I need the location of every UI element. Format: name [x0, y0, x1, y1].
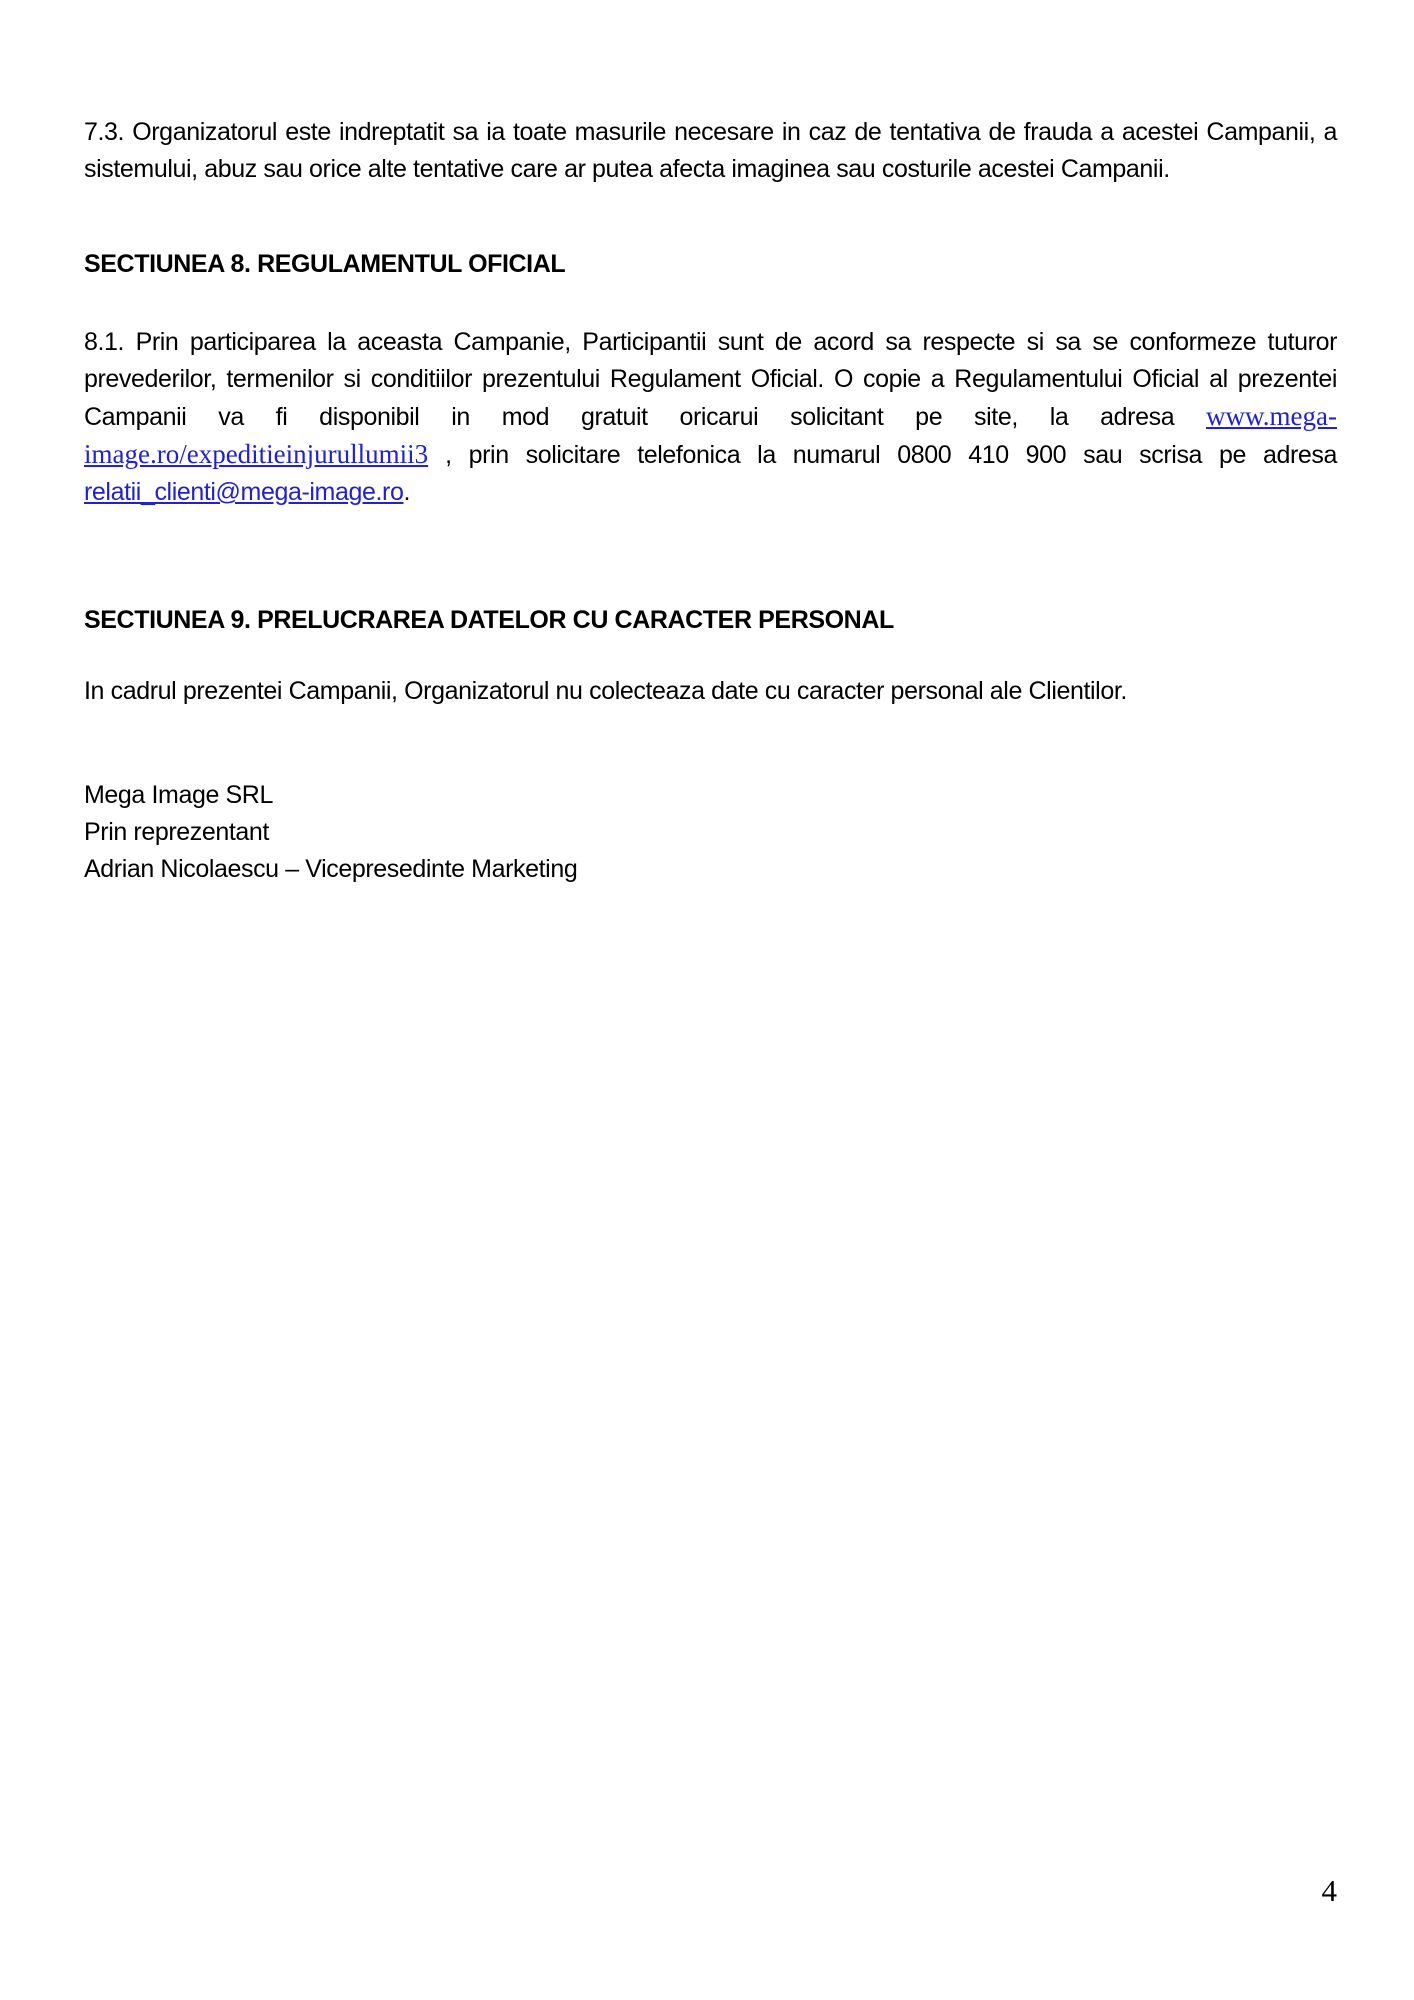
page-number: 4	[1321, 1873, 1337, 1908]
paragraph-8-1-text-middle: , prin solicitare telefonica la numarul 0800 410 900 sau scrisa pe adresa	[428, 441, 1337, 469]
signature-block	[84, 777, 1337, 888]
signature-representative: Prin reprezentant	[84, 818, 269, 846]
section-9-heading: SECTIUNEA 9. PRELUCRAREA DATELOR CU CARACTER PERSONAL	[84, 606, 894, 634]
paragraph-8-1	[84, 324, 1337, 511]
signature-name-title: Adrian Nicolaescu – Vicepresedinte Marketing	[84, 855, 578, 883]
support-email-link[interactable]: relatii_clienti@mega-image.ro	[84, 478, 404, 506]
paragraph-9: In cadrul prezentei Campanii, Organizatorul nu colecteaza date cu caracter personal ale Clientilor.	[84, 677, 1127, 705]
paragraph-8-1-text-start: 8.1. Prin participarea la aceasta Campanie, Participantii sunt de acord sa respecte si sa se conformeze tuturor prevederilor, termenilor si conditiilor prezentului Regulament Oficial. O copie a Regulamentului Oficial al prezentei Campanii va fi disponibil in mod gratuit oricarui solicitant pe site, la adresa	[84, 328, 1337, 431]
paragraph-7-3: 7.3. Organizatorul este indreptatit sa ia toate masurile necesare in caz de tentativa de frauda a acestei Campanii, a sistemului, abuz sau orice alte tentative care ar putea afecta imaginea sau costurile acestei Campanii.	[84, 118, 1337, 183]
signature-company: Mega Image SRL	[84, 781, 273, 809]
paragraph-8-1-text-end: .	[403, 478, 411, 506]
section-8-heading: SECTIUNEA 8. REGULAMENTUL OFICIAL	[84, 250, 566, 278]
campaign-url-link[interactable]: www.mega-image.ro/expeditieinjurullumii3	[84, 401, 1337, 469]
